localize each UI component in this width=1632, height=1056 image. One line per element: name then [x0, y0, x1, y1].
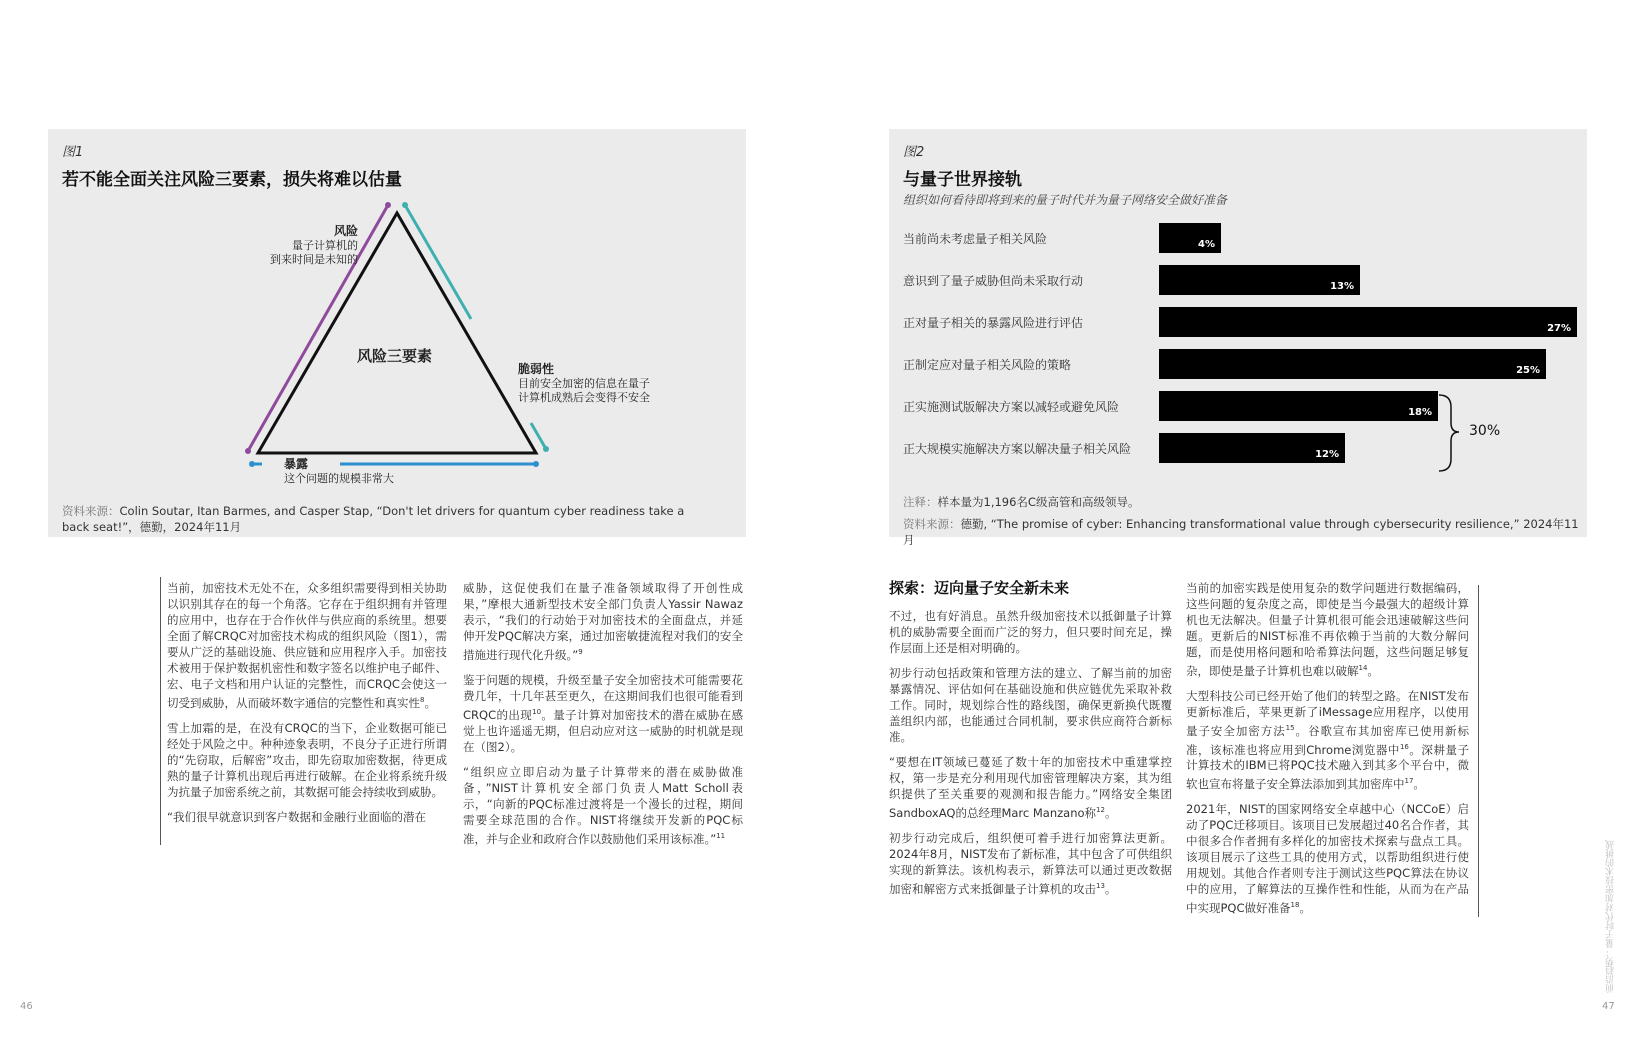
exposure-heading: 暴露: [284, 457, 309, 471]
bar-category-label: 正实施测试版解决方案以减轻或避免风险: [903, 400, 1120, 414]
source-prefix: 资料来源：: [903, 517, 961, 531]
vuln-endpoint: [543, 446, 549, 452]
bar: [1159, 349, 1546, 379]
bar-value-label: 25%: [1516, 365, 1540, 376]
page-number-left: 46: [20, 1001, 33, 1012]
paragraph: 大型科技公司已经开始了他们的转型之路。在NIST发布更新标准后，苹果更新了iMessage应用程序，以使用量子安全加密方法$^{15}$。谷歌宣布其加密库已使用新标准，该标准也将应用到Chrome浏览器中$^{16}$。深耕量子计算技术的IBM已将PQC技术融入到其多个平台中，微软也宣布将量子安全算法添加到其加密库中$^{17}$。: [1186, 688, 1470, 792]
page-number-right: 47: [1602, 1001, 1615, 1012]
exposure-line-1: 这个问题的规模非常大: [284, 472, 394, 485]
paragraph: 鉴于问题的规模，升级至量子安全加密技术可能需要花费几年，十几年甚至更久，在这期间我们也很可能看到CRQC的出现$^{10}$。量子计算对加密技术的潜在威胁在感觉上也许遥遥无期，但启动应对这一威胁的时机就是现在（图2）。: [463, 672, 743, 754]
right-page-column-1: [889, 580, 1172, 906]
vuln-line-1: 目前安全加密的信息在量子: [518, 377, 650, 390]
vuln-heading: 脆弱性: [518, 362, 555, 376]
left-column-rule: [160, 577, 161, 845]
bar-value-label: 12%: [1315, 449, 1339, 460]
paragraph: 2021年，NIST的国家网络安全卓越中心（NCCoE）启动了PQC迁移项目。该项目已发展超过40名合作者，其中很多合作者拥有多样化的加密技术探索与盘点工具。该项目展示了这些工具的使用方式，以帮助组织进行使用规划。其他合作者则专注于测试这些PQC算法在协议中的应用，了解算法的互操作性和性能，从而为在产品中实现PQC做好准备$^{18}$。: [1186, 802, 1469, 916]
source-prefix: 资料来源：: [62, 504, 120, 518]
section-heading: 探索：迈向量子安全新未来: [889, 579, 1070, 597]
vuln-endpoint: [402, 202, 408, 208]
figure-label: 图1: [62, 145, 84, 160]
vuln-line-2: 计算机成熟后会变得不安全: [518, 391, 650, 404]
bar-category-label: 正大规模实施解决方案以解决量子相关风险: [903, 442, 1132, 456]
vuln-side-line-bottom: [531, 423, 546, 449]
exposure-label: [284, 457, 394, 486]
figure-2-note: [903, 494, 1139, 510]
note-text: 样本量为1,196名C级高管和高级领导。: [937, 495, 1140, 509]
right-page-column-2: [1186, 580, 1469, 925]
bar: [1159, 223, 1221, 253]
bar: [1159, 391, 1438, 421]
bar: [1159, 265, 1360, 295]
bar-category-label: 正对量子相关的暴露风险进行评估: [903, 316, 1084, 330]
risk-endpoint: [385, 202, 391, 208]
paragraph: 雪上加霜的是，在没有CRQC的当下，企业数据可能已经处于风险之中。种种迹象表明，不良分子正进行所谓的“先窃取，后解密”攻击，即先窃取加密数据，待更成熟的量子计算机出现后再进行破解。在企业将系统升级为抗量子加密系统之前，其数据可能会持续收到威胁。: [167, 720, 447, 799]
vulnerability-label: [518, 362, 650, 405]
figure-title: 若不能全面关注风险三要素，损失将难以估量: [62, 170, 402, 190]
bar-value-label: 27%: [1547, 323, 1571, 334]
risk-endpoint: [245, 448, 251, 454]
note-prefix: 注释：: [903, 495, 938, 509]
risk-line-1: 量子计算机的: [292, 239, 358, 252]
bar: [1159, 433, 1345, 463]
paragraph: 初步行动完成后，组织便可着手进行加密算法更新。2024年8月，NIST发布了新标准，其中包含了可供组织实现的新算法。该机构表示，新算法可以通过更改数据加密和解密方式来抵御量子计算机的攻击$^{13}$。: [889, 830, 1172, 896]
risk-label: [238, 224, 358, 267]
paragraph: “要想在IT领域已蔓延了数十年的加密技术中重建掌控权，第一步是充分利用现代加密管理解决方案，其为组织提供了至关重要的观测和报告能力。”网络安全集团SandboxAQ的总经理Marc Manzano称$^{12}$。: [889, 755, 1172, 820]
source-text: 德勤, “The promise of cyber: Enhancing transformational value through cybersecurity resilience,” 2024年11月: [903, 517, 1579, 547]
bar-category-label: 正制定应对量子相关风险的策略: [903, 358, 1072, 372]
risk-line-2: 到来时间是未知的: [270, 253, 358, 266]
bracket-label: 30%: [1469, 423, 1501, 439]
bar-value-label: 13%: [1330, 281, 1354, 292]
bar-category-label: 当前尚未考虑量子相关风险: [903, 232, 1048, 246]
right-column-rule: [1478, 585, 1479, 917]
figure-1-panel: [48, 129, 746, 537]
figure-title: 与量子世界接轨: [903, 170, 1022, 190]
paragraph: “组织应立即启动为量子计算带来的潜在威胁做准备，”NIST计算机安全部门负责人Matt Scholl表示，“向新的PQC标准过渡将是一个漫长的过程，期间需要全球范围的合作。NIST将继续开发新的PQC标准，并与企业和政府合作以鼓励他们采用该标准。”$^{11}$: [463, 764, 743, 846]
exposure-endpoint: [533, 461, 539, 467]
source-line-2: back seat!”，德勤，2024年11月: [62, 520, 242, 534]
risk-heading: 风险: [333, 224, 358, 238]
figure-label: 图2: [903, 145, 925, 160]
source-line-1: Colin Soutar, Itan Barmes, and Casper Stap, “Don't let drivers for quantum cyber readiness take a: [119, 504, 685, 518]
figure-2-source: [903, 516, 1583, 548]
figure-2-panel: [889, 129, 1587, 547]
paragraph: 威胁，这促使我们在量子准备领域取得了开创性成果，”摩根大通新型技术安全部门负责人Yassir Nawaz表示，“我们的行动始于对加密技术的全面盘点，并延伸开发PQC解决方案，通过加密敏捷流程对我们的安全措施进行现代化升级。”$^9$: [463, 581, 743, 662]
paragraph: “我们很早就意识到客户数据和金融行业面临的潜在: [167, 809, 426, 824]
bracket: [1437, 393, 1467, 473]
risk-triangle-diagram: [48, 129, 746, 537]
running-footer-vertical: 前沿趋势：量子时代对加密技术的挑战: [1606, 840, 1616, 993]
left-page-column-2: [463, 580, 743, 855]
bar-category-label: 意识到了量子威胁但尚未采取行动: [903, 274, 1084, 288]
paragraph: 不过，也有好消息。虽然升级加密技术以抵御量子计算机的威胁需要全面而广泛的努力，但只要时间充足，操作层面上还是相对明确的。: [889, 609, 1172, 655]
exposure-endpoint: [249, 461, 255, 467]
bar-value-label: 4%: [1198, 239, 1215, 250]
figure-1-source: [62, 503, 732, 535]
bar: [1159, 307, 1577, 337]
paragraph: 初步行动包括政策和管理方法的建立、了解当前的加密暴露情况、评估如何在基础设施和供应链优先采取补救工作。同时，规划综合性的路线图，确保更新换代既覆盖组织内部，也能通过合同机制，要求供应商符合新标准。: [889, 666, 1172, 744]
bar-value-label: 18%: [1408, 407, 1432, 418]
paragraph: 当前的加密实践是使用复杂的数学问题进行数据编码，这些问题的复杂度之高，即使是当今最强大的超级计算机也无法解决。但量子计算机很可能会迅速破解这些问题。更新后的NIST标准不再依赖于当前的大数分解问题，而是使用格问题和哈希算法问题，这些问题足够复杂，即使是量子计算机也难以破解$^{14}$。: [1186, 581, 1469, 678]
paragraph: 当前，加密技术无处不在，众多组织需要得到相关协助以识别其存在的每一个角落。它存在于组织拥有并管理的应用中，也存在于合作伙伴与供应商的系统里。想要全面了解CRQC对加密技术构成的组织风险（图1），需要从广泛的基础设施、供应链和应用程序入手。加密技术被用于保护数据机密性和数字签名以维护电子邮件、宏、电子文档和用户认证的完整性，而CRQC会使这一切受到威胁，从而破坏数字通信的完整性和真实性$^8$。: [167, 581, 447, 710]
triangle-center-label: 风险三要素: [357, 347, 433, 365]
left-page-column-1: [167, 580, 447, 834]
vuln-side-line-top: [405, 205, 471, 319]
figure-subtitle: 组织如何看待即将到来的量子时代并为量子网络安全做好准备: [903, 193, 1228, 207]
